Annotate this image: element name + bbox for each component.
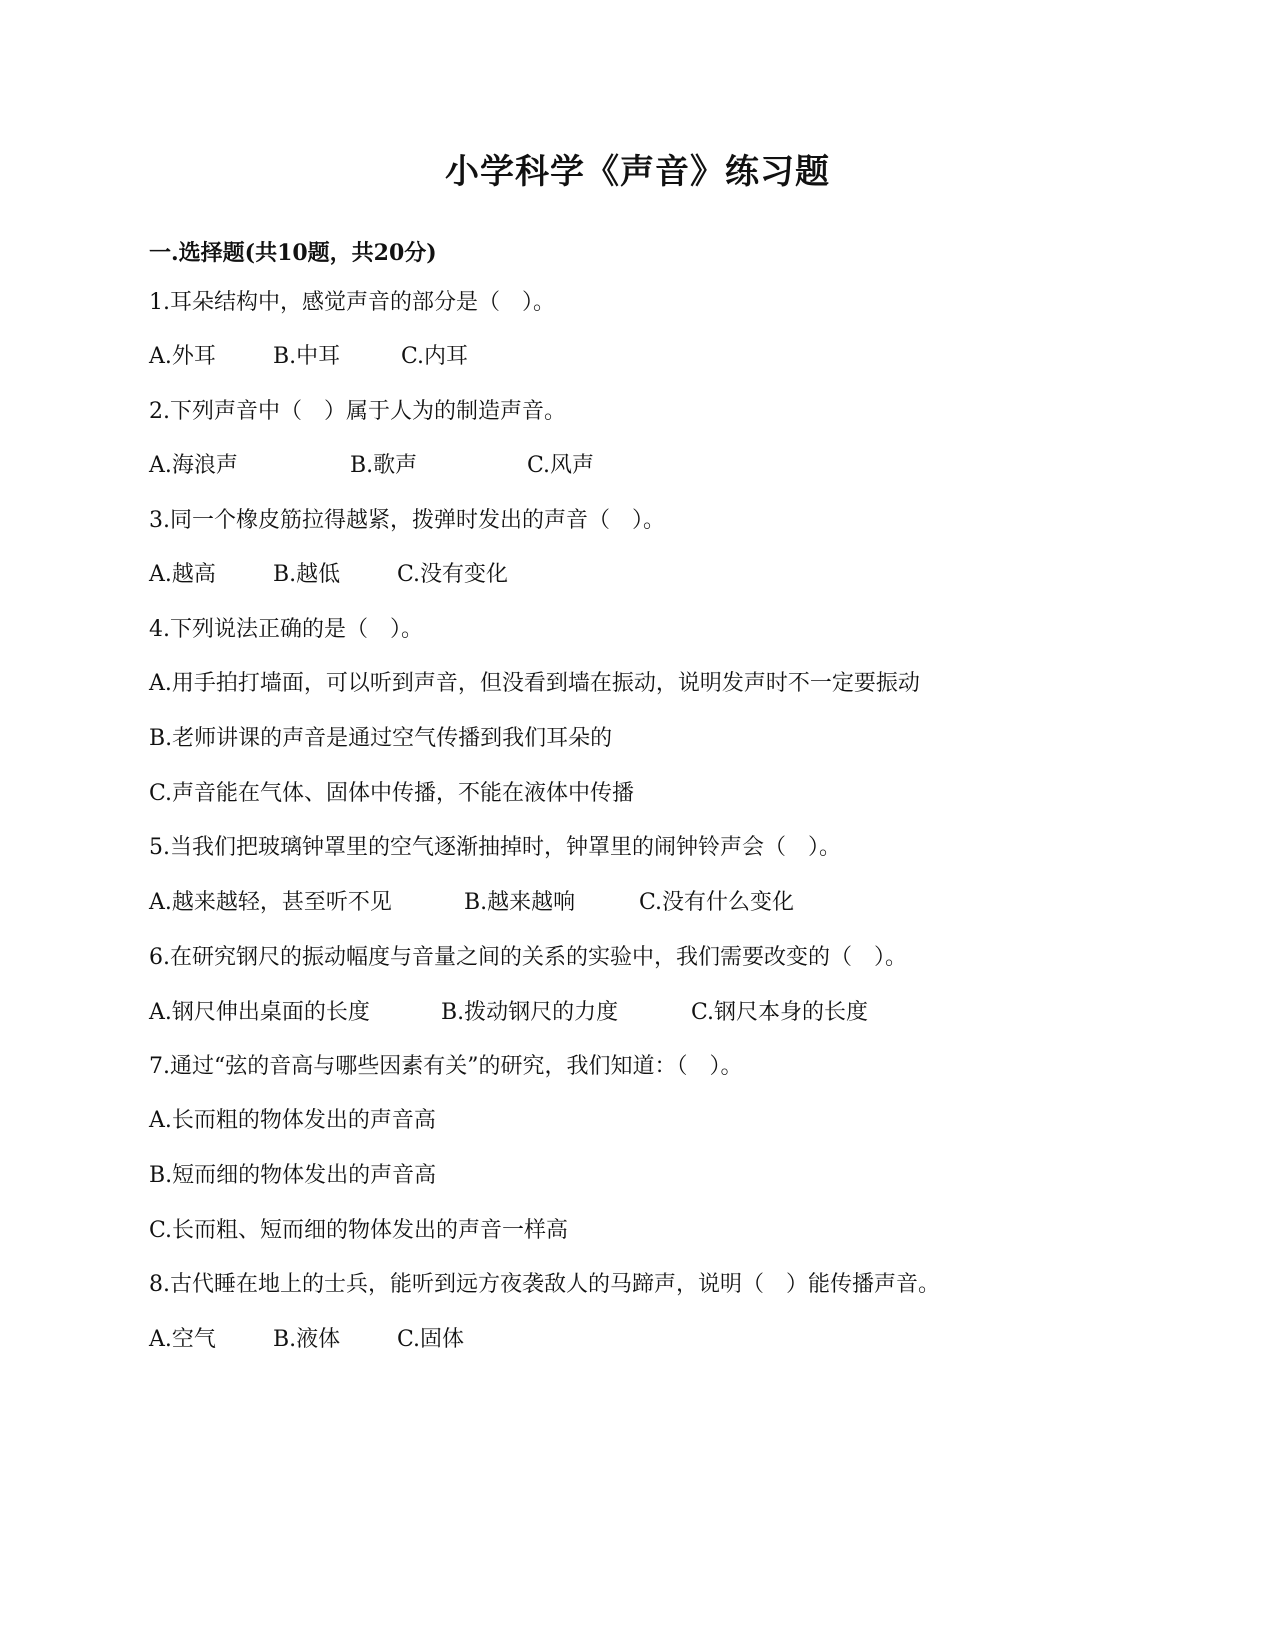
question-7-option-c: C.长而粗、短而细的物体发出的声音一样高 bbox=[149, 1218, 569, 1243]
question-8-stem: 8.古代睡在地上的士兵，能听到远方夜袭敌人的马蹄声，说明（ ）能传播声音。 bbox=[149, 1272, 940, 1297]
option-b: B.越来越响 bbox=[464, 890, 576, 915]
question-8-options bbox=[149, 1325, 464, 1355]
question-1-stem: 1.耳朵结构中，感觉声音的部分是（ ）。 bbox=[149, 290, 555, 315]
question-6-options bbox=[149, 998, 868, 1028]
option-a: A.越高 bbox=[149, 562, 216, 587]
option-c: C.内耳 bbox=[401, 344, 469, 369]
option-b: B.拨动钢尺的力度 bbox=[441, 1000, 619, 1025]
section-heading: 一.选择题(共10题，共20分) bbox=[149, 240, 437, 266]
question-2-stem: 2.下列声音中（ ）属于人为的制造声音。 bbox=[149, 399, 566, 424]
option-a: A.钢尺伸出桌面的长度 bbox=[149, 1000, 370, 1025]
option-c: C.固体 bbox=[397, 1327, 465, 1352]
question-2-options bbox=[149, 451, 594, 481]
option-a: A.空气 bbox=[149, 1327, 216, 1352]
question-3-options bbox=[149, 560, 508, 590]
question-5-options bbox=[149, 888, 794, 918]
question-1-options bbox=[149, 342, 468, 372]
question-4-stem: 4.下列说法正确的是（ ）。 bbox=[149, 617, 423, 642]
option-b: B.歌声 bbox=[350, 453, 418, 478]
option-b: B.越低 bbox=[273, 562, 341, 587]
question-7-option-b: B.短而细的物体发出的声音高 bbox=[149, 1163, 437, 1188]
option-c: C.风声 bbox=[527, 453, 595, 478]
option-c: C.没有变化 bbox=[397, 562, 509, 587]
question-3-stem: 3.同一个橡皮筋拉得越紧，拨弹时发出的声音（ ）。 bbox=[149, 508, 665, 533]
option-b: B.液体 bbox=[273, 1327, 341, 1352]
question-7-option-a: A.长而粗的物体发出的声音高 bbox=[149, 1108, 436, 1133]
option-a: A.海浪声 bbox=[149, 453, 238, 478]
question-4-option-b: B.老师讲课的声音是通过空气传播到我们耳朵的 bbox=[149, 726, 613, 751]
option-b: B.中耳 bbox=[273, 344, 341, 369]
option-c: C.没有什么变化 bbox=[639, 890, 795, 915]
question-4-option-a: A.用手拍打墙面，可以听到声音，但没看到墙在振动，说明发声时不一定要振动 bbox=[149, 671, 920, 696]
option-c: C.钢尺本身的长度 bbox=[691, 1000, 869, 1025]
question-5-stem: 5.当我们把玻璃钟罩里的空气逐渐抽掉时，钟罩里的闹钟铃声会（ ）。 bbox=[149, 835, 841, 860]
page-title: 小学科学《声音》练习题 bbox=[445, 152, 830, 192]
question-6-stem: 6.在研究钢尺的振动幅度与音量之间的关系的实验中，我们需要改变的（ ）。 bbox=[149, 945, 907, 970]
question-4-option-c: C.声音能在气体、固体中传播，不能在液体中传播 bbox=[149, 781, 635, 806]
option-a: A.外耳 bbox=[149, 344, 216, 369]
question-7-stem: 7.通过“弦的音高与哪些因素有关”的研究，我们知道：（ ）。 bbox=[149, 1054, 743, 1079]
option-a: A.越来越轻，甚至听不见 bbox=[149, 890, 392, 915]
